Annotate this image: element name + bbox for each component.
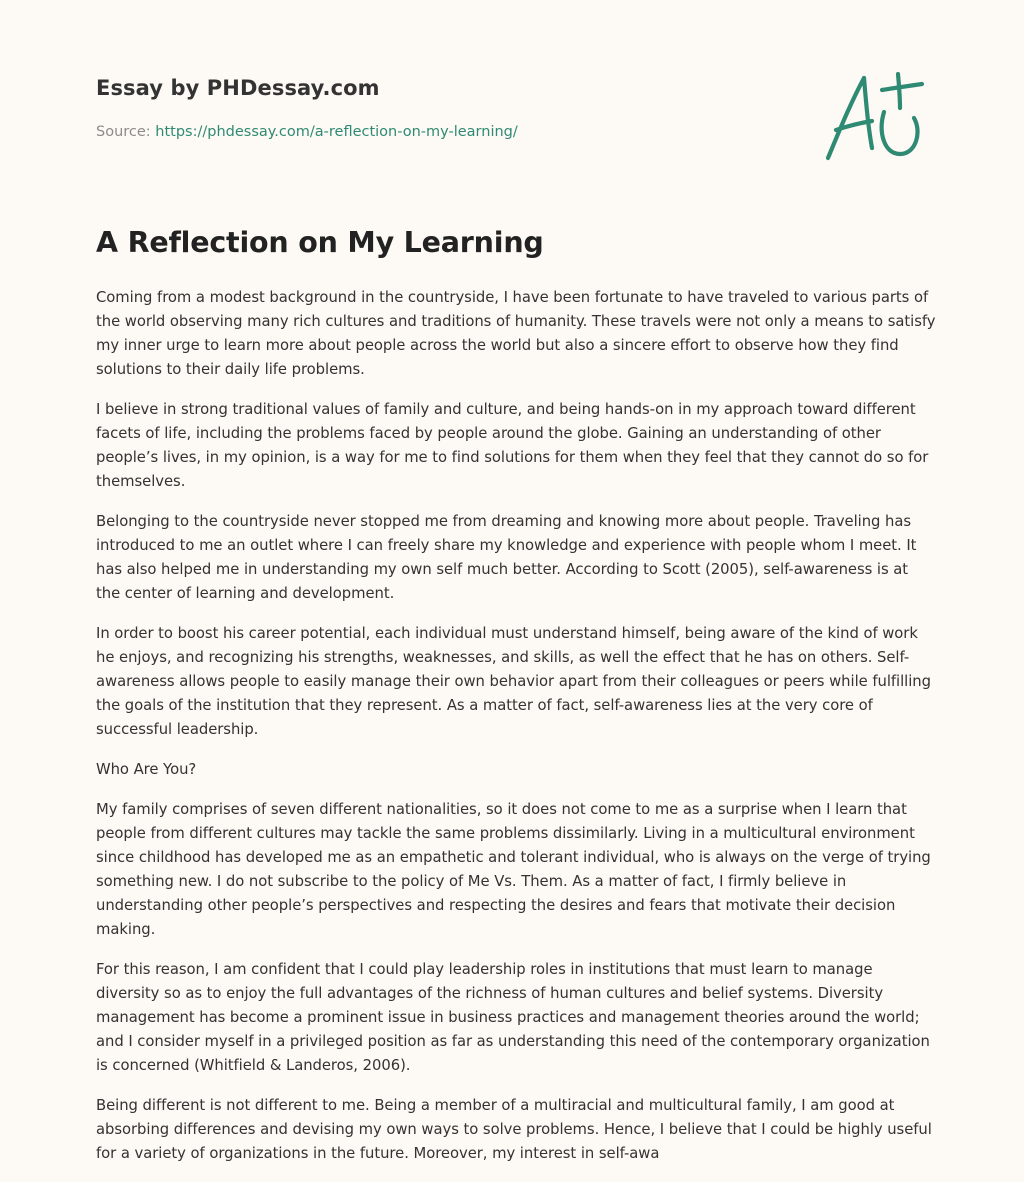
essay-paragraph: In order to boost his career potential, each individual must understand himself, being aware of the kind of work he enjoys, and recognizing his strengths, weaknesses, and skills, as well the effect that he has on others. Self-awareness allows people to easily manage their own behavior apart from their colleagues or peers while fulfilling the goals of the institution that they represent. As a matter of fact, self-awareness lies at the very core of successful leadership.	[96, 625, 931, 738]
essay-title: A Reflection on My Learning	[96, 226, 544, 259]
source-line	[96, 124, 518, 140]
site-title: Essay by PHDessay.com	[96, 76, 380, 100]
source-label: Source:	[96, 124, 156, 140]
source-link[interactable]: https://phdessay.com/a-reflection-on-my-learning/	[155, 124, 518, 140]
essay-paragraph: Being different is not different to me. Being a member of a multiracial and multicultural family, I am good at absorbing differences and devising my own ways to solve problems. Hence, I believe that I could be highly useful for a variety of organizations in the future. Moreover, my interest in self-awa	[96, 1097, 932, 1162]
essay-paragraph: I believe in strong traditional values of family and culture, and being hands-on in my approach toward different facets of life, including the problems faced by people around the globe. Gaining an understanding of other people’s lives, in my opinion, is a way for me to find solutions for them when they feel that they cannot do so for themselves.	[96, 401, 929, 490]
essay-paragraph: Coming from a modest background in the countryside, I have been fortunate to have traveled to various parts of the world observing many rich cultures and traditions of humanity. These travels were not only a means to satisfy my inner urge to learn more about people across the world but also a sincere effort to observe how they find solutions to their daily life problems.	[96, 289, 936, 378]
essay-body	[96, 286, 936, 1182]
a-plus-logo-icon	[822, 68, 928, 164]
essay-paragraph: Belonging to the countryside never stopped me from dreaming and knowing more about people. Traveling has introduced to me an outlet where I can freely share my knowledge and experience with people whom I meet. It has also helped me in understanding my own self much better. According to Scott (2005), self-awareness is at the center of learning and development.	[96, 513, 917, 602]
essay-paragraph: My family comprises of seven different nationalities, so it does not come to me as a surprise when I learn that people from different cultures may tackle the same problems dissimilarly. Living in a multicultural environment since childhood has developed me as an empathetic and tolerant individual, who is always on the verge of trying something new. I do not subscribe to the policy of Me Vs. Them. As a matter of fact, I firmly believe in understanding other people’s perspectives and respecting the desires and fears that motivate their decision making.	[96, 801, 931, 938]
essay-paragraph: For this reason, I am confident that I could play leadership roles in institutions that must learn to manage diversity so as to enjoy the full advantages of the richness of human cultures and belief systems. Diversity management has become a prominent issue in business practices and management theories around the world; and I consider myself in a privileged position as far as understanding this need of the contemporary organization is concerned (Whitfield & Landeros, 2006).	[96, 961, 930, 1074]
section-heading: Who Are You?	[96, 761, 197, 778]
